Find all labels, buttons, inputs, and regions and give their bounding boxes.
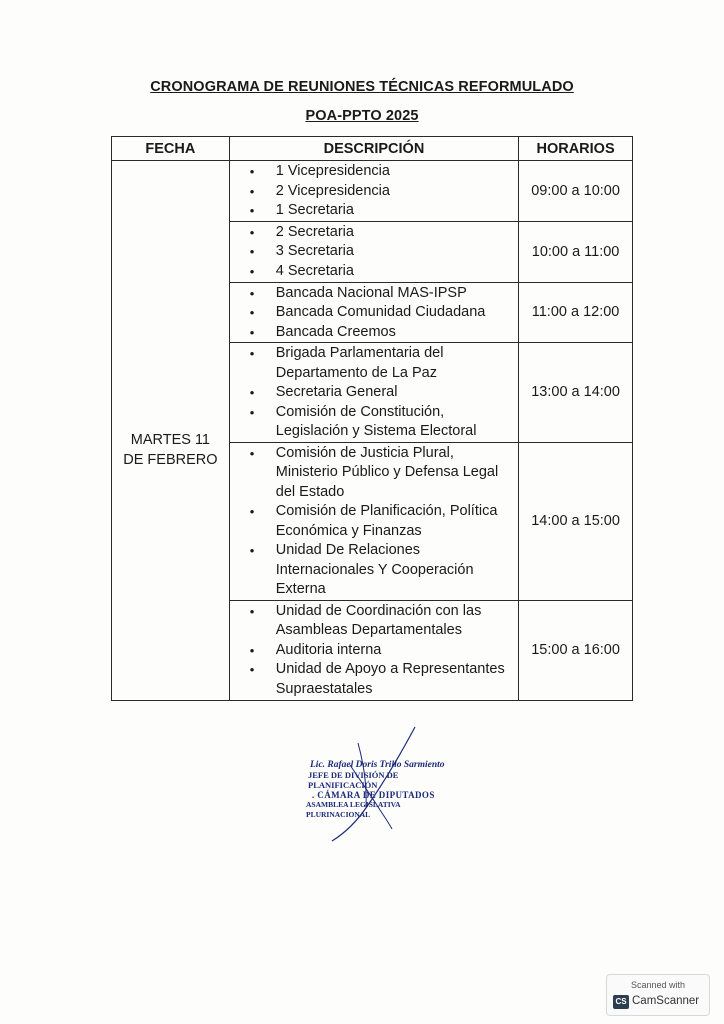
table-header-row	[112, 137, 633, 161]
list-item	[248, 201, 514, 221]
list-item	[248, 403, 514, 442]
list-item-text: Brigada Parlamentaria del Departamento de La Paz	[275, 345, 444, 381]
schedule-table	[111, 136, 633, 701]
list-item-text: Bancada Nacional MAS-IPSP	[275, 284, 467, 301]
bullet-icon: •	[249, 404, 255, 420]
bullet-icon: •	[249, 164, 255, 179]
list-item	[248, 541, 514, 600]
bullet-icon: •	[249, 543, 255, 558]
signatory-position: JEFE DE DIVISIÓN DE PLANIFICACIÓN	[308, 770, 399, 790]
list-item-text: Comisión de Justicia Plural, Ministerio Público y Defensa Legal del Estado	[275, 444, 499, 500]
bullet-icon: •	[249, 285, 255, 301]
bullet-icon: •	[249, 445, 255, 461]
list-item-text: Unidad de Apoyo a Representantes Supraestatales	[275, 661, 505, 697]
time-cell: 15:00 a 16:00	[519, 600, 633, 700]
list-item-text: Secretaria General	[275, 384, 398, 400]
bullet-icon: •	[249, 642, 255, 658]
bullet-icon: •	[249, 504, 255, 519]
signature-stamp	[300, 760, 450, 820]
description-cell	[229, 600, 518, 700]
list-item-text: 1 Secretaria	[275, 202, 354, 218]
bullet-icon: •	[249, 662, 255, 677]
description-cell	[229, 343, 518, 443]
header-descripcion: DESCRIPCIÓN	[229, 137, 518, 161]
bullet-icon: •	[249, 385, 255, 400]
list-item-text: 4 Secretaria	[275, 262, 354, 279]
time-cell: 14:00 a 15:00	[519, 442, 633, 600]
bullet-icon: •	[249, 603, 255, 619]
description-cell	[229, 442, 518, 600]
header-fecha: FECHA	[112, 137, 230, 161]
scanned-with-label: Scanned with	[630, 980, 686, 990]
description-list	[248, 602, 514, 700]
list-item	[248, 262, 514, 282]
bullet-icon: •	[249, 324, 255, 340]
list-item	[248, 242, 514, 262]
date-line: DE FEBRERO	[123, 452, 218, 469]
bullet-icon: •	[249, 183, 255, 199]
signatory-chamber: . CÁMARA DE DIPUTADOS	[312, 790, 435, 800]
list-item-text: Unidad De Relaciones Internacionales Y Cooperación Externa	[275, 542, 474, 597]
list-item	[248, 182, 514, 202]
description-list	[248, 284, 514, 343]
signatory-assembly: ASAMBLEA LEGISLATIVA PLURINACIONAL	[306, 800, 401, 819]
time-cell: 09:00 a 10:00	[519, 161, 633, 222]
description-list	[248, 344, 514, 442]
time-cell: 10:00 a 11:00	[519, 221, 633, 282]
list-item	[248, 284, 514, 304]
list-item	[248, 344, 514, 383]
list-item	[248, 323, 514, 343]
bullet-icon: •	[249, 305, 255, 320]
list-item-text: 3 Secretaria	[275, 243, 354, 259]
header-horarios: HORARIOS	[519, 137, 633, 161]
signatory-name: Lic. Rafael Doris Trillo Sarmiento	[310, 760, 445, 770]
list-item	[248, 641, 514, 661]
description-list	[248, 223, 514, 282]
list-item-text: 2 Secretaria	[275, 223, 354, 240]
list-item	[248, 383, 514, 403]
document-title: CRONOGRAMA DE REUNIONES TÉCNICAS REFORMULADO	[150, 79, 574, 95]
list-item	[248, 162, 514, 182]
bullet-icon: •	[249, 203, 255, 218]
camscanner-badge	[606, 974, 710, 1016]
list-item-text: 1 Vicepresidencia	[275, 163, 390, 179]
list-item	[248, 502, 514, 541]
time-cell: 13:00 a 14:00	[519, 343, 633, 443]
bullet-icon: •	[249, 263, 255, 279]
camscanner-logo-icon: CS	[613, 995, 629, 1009]
time-cell: 11:00 a 12:00	[519, 282, 633, 343]
document-subtitle: POA-PPTO 2025	[305, 108, 419, 124]
date-line: MARTES 11	[130, 432, 210, 449]
list-item-text: 2 Vicepresidencia	[275, 182, 390, 199]
description-list	[248, 162, 514, 221]
list-item	[248, 660, 514, 699]
list-item	[248, 444, 514, 503]
list-item	[248, 602, 514, 641]
list-item	[248, 303, 514, 323]
list-item-text: Bancada Creemos	[275, 323, 396, 340]
description-cell	[229, 282, 518, 343]
list-item-text: Auditoria interna	[275, 641, 382, 658]
date-cell	[112, 161, 230, 701]
bullet-icon: •	[249, 224, 255, 240]
camscanner-brand: CamScanner	[632, 995, 700, 1007]
bullet-icon: •	[249, 244, 255, 259]
list-item-text: Comisión de Planificación, Política Económica y Finanzas	[275, 503, 498, 539]
description-cell	[229, 161, 518, 222]
table-row	[112, 161, 633, 222]
list-item-text: Bancada Comunidad Ciudadana	[275, 304, 486, 320]
list-item-text: Comisión de Constitución, Legislación y Sistema Electoral	[275, 403, 477, 439]
list-item-text: Unidad de Coordinación con las Asambleas Departamentales	[275, 602, 482, 638]
bullet-icon: •	[249, 346, 255, 361]
description-cell	[229, 221, 518, 282]
description-list	[248, 444, 514, 600]
list-item	[248, 223, 514, 243]
